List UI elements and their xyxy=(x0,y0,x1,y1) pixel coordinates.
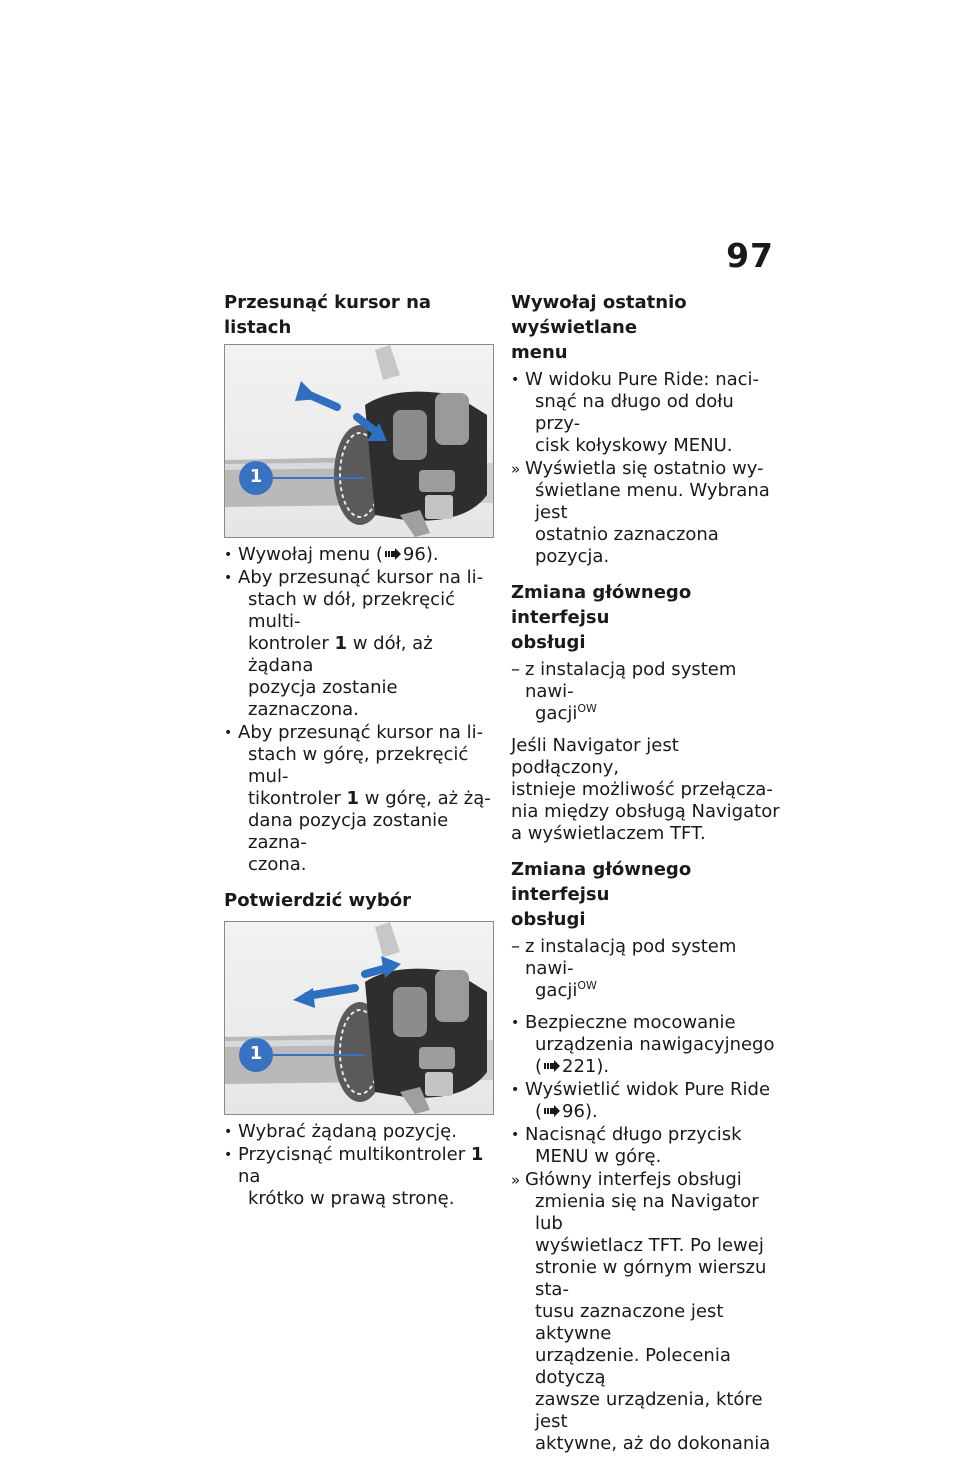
list-item: • Aby przesunąć kursor na li- stach w górę, przekręcić mul- tikontroler 1 w górę, aż żą- dana pozycja zostanie zazna- czona. xyxy=(224,722,491,875)
list-item: • Aby przesunąć kursor na li- stach w dół, przekręcić multi- kontroler 1 w dół, aż żądana pozycja zostanie zaznaczona. xyxy=(224,567,484,720)
list-item: • Wywołaj menu ( 96). xyxy=(224,544,439,565)
option-requirement: – z instalacją pod system nawi- gacji$^{OW}$ xyxy=(511,659,737,724)
page-ref-arrow-icon xyxy=(385,544,401,566)
paragraph-navigator: Jeśli Navigator jest podłączony, istnieje możliwość przełącza- nia między obsługą Navigator a wyświetlaczem TFT. xyxy=(511,735,780,844)
option-code: OW xyxy=(577,979,597,992)
heading-change-interface-1: Zmiana głównego interfejsu obsługi xyxy=(511,582,692,653)
heading-recent-menu: Wywołaj ostatnio wyświetlane menu xyxy=(511,292,687,363)
steps-move-cursor xyxy=(224,544,496,876)
list-item: • Przycisnąć multikontroler 1 na krótko w prawą stronę. xyxy=(224,1144,484,1209)
list-item: • Nacisnąć długo przycisk MENU w górę. xyxy=(511,1124,742,1167)
page-ref[interactable]: 221 xyxy=(562,1056,597,1077)
steps-recent-menu xyxy=(511,369,783,568)
figure-callout-1: 1 xyxy=(249,466,263,487)
handlebar-illustration-push xyxy=(225,922,493,1114)
steps-change-interface xyxy=(511,1012,783,1455)
page-ref[interactable]: 96 xyxy=(402,544,426,565)
option-code: OW xyxy=(577,702,597,715)
figure-callout-1: 1 xyxy=(249,1043,263,1064)
list-item: » Wyświetla się ostatnio wy- świetlane menu. Wybrana jest ostatnio zaznaczona pozycja. xyxy=(511,458,770,567)
page-number: 97 xyxy=(726,236,774,275)
list-item: • W widoku Pure Ride: naci- snąć na długo od dołu przy- cisk kołyskowy MENU. xyxy=(511,369,760,456)
right-column xyxy=(511,290,783,1467)
figure-multicontroller-push xyxy=(224,921,494,1115)
heading-move-cursor: Przesunąć kursor na listach xyxy=(224,292,432,338)
page-ref-arrow-icon xyxy=(544,1101,560,1123)
list-item: • Bezpieczne mocowanie urządzenia nawigacyjnego ( 221). xyxy=(511,1012,775,1077)
page-ref-arrow-icon xyxy=(544,1056,560,1078)
list-item: » Główny interfejs obsługi zmienia się na Navigator lub wyświetlacz TFT. Po lewej stronie w górnym wierszu sta- tusu zaznaczone jest aktywne urządzenie. Polecenia dotyczą zawsze urządzenia, które jest aktywne, aż do dokonania xyxy=(511,1169,771,1454)
figure-multicontroller-rotate xyxy=(224,344,494,538)
page-ref[interactable]: 96 xyxy=(562,1101,585,1122)
option-requirement: – z instalacją pod system nawi- gacji$^{OW}$ xyxy=(511,936,737,1001)
left-column xyxy=(224,290,496,1222)
list-item: • Wyświetlić widok Pure Ride ( 96). xyxy=(511,1079,771,1122)
steps-confirm-selection xyxy=(224,1121,496,1210)
handlebar-illustration-rotate xyxy=(225,345,493,537)
heading-change-interface-2: Zmiana głównego interfejsu obsługi xyxy=(511,859,692,930)
heading-confirm-selection: Potwierdzić wybór xyxy=(224,890,412,911)
list-item: • Wybrać żądaną pozycję. xyxy=(224,1121,457,1142)
